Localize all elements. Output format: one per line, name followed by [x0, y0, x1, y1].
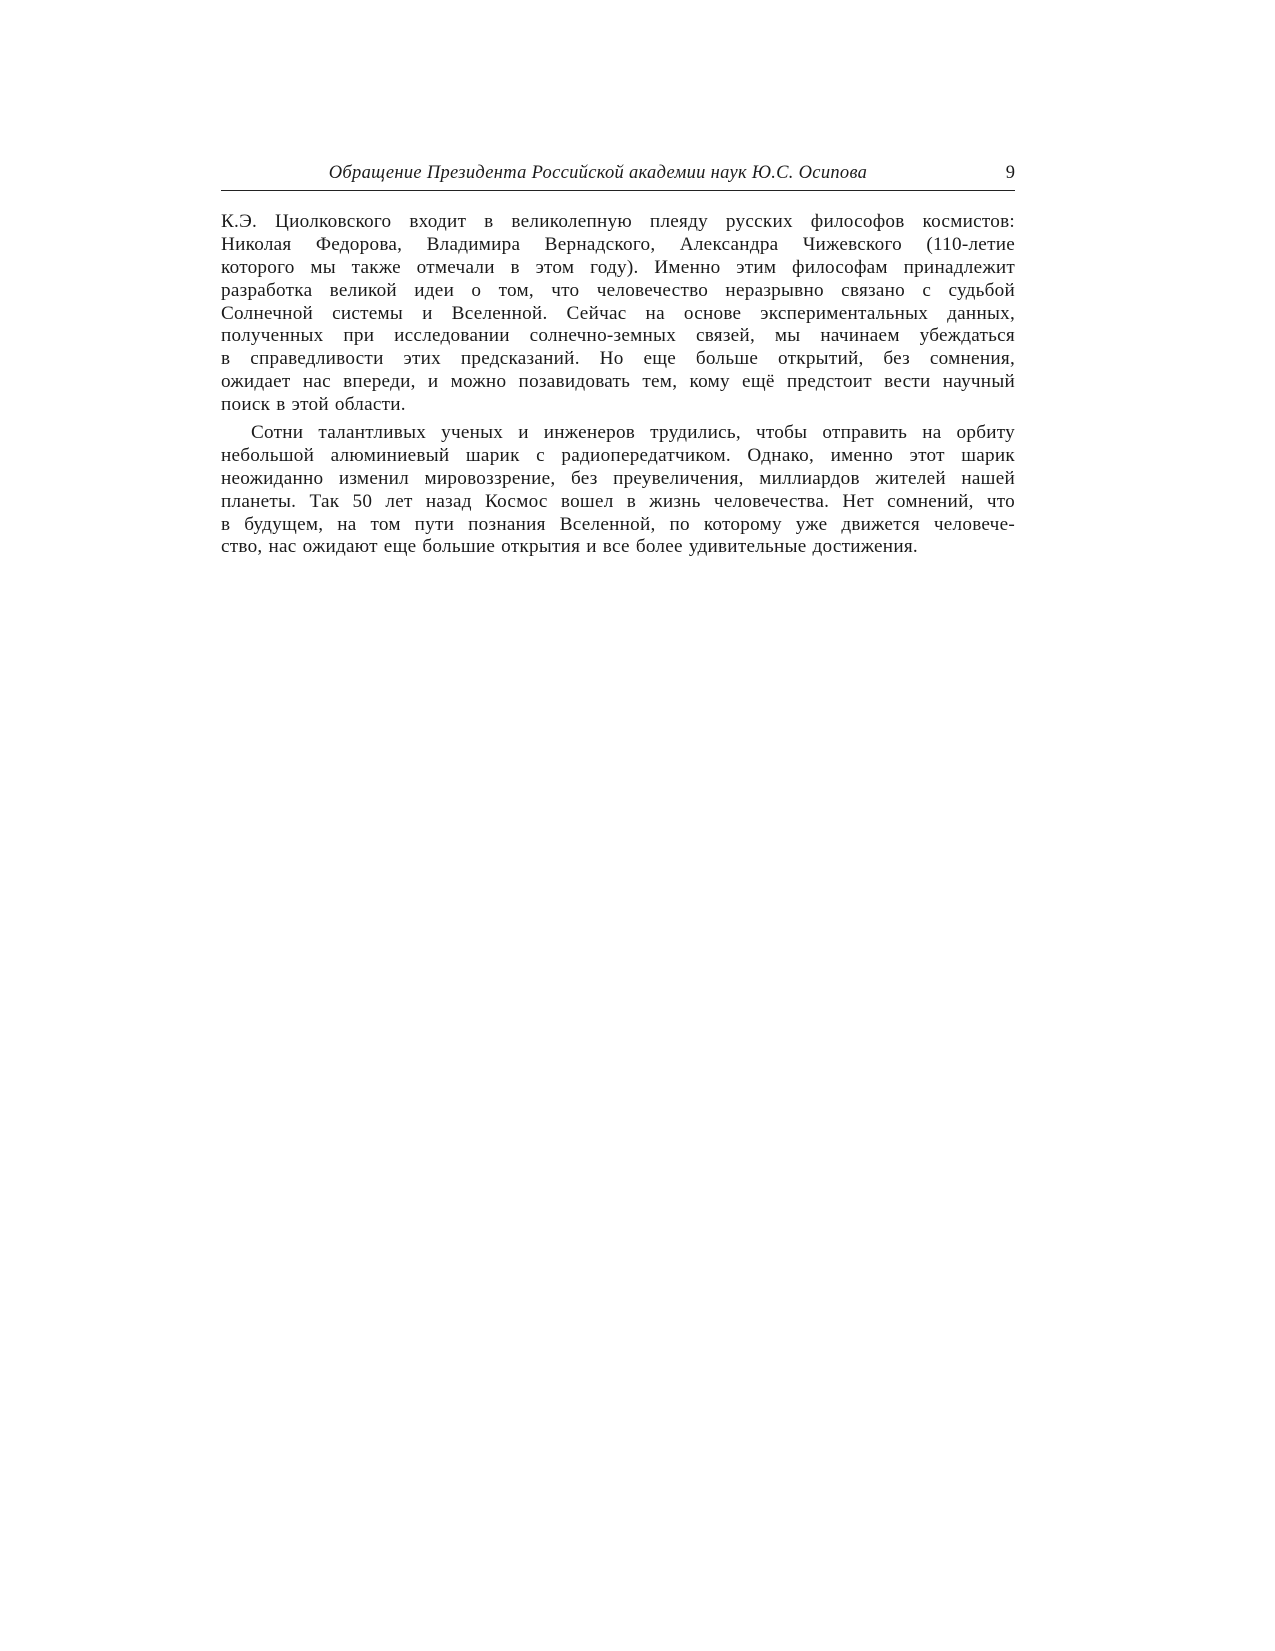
text-line: Николая Федорова, Владимира Вернадского, Александра Чижевского (110-летие — [221, 233, 1015, 255]
text-line: полученных при исследовании солнечно-земных связей, мы начинаем убеждаться — [221, 325, 1015, 347]
paragraph-2 — [221, 422, 1015, 559]
text-line: разработка великой идеи о том, что человечество неразрывно связано с судьбой — [221, 279, 1015, 301]
text-line: которого мы также отмечали в этом году). Именно этим философам принадлежит — [221, 256, 1015, 278]
text-line: ожидает нас впереди, и можно позавидовать тем, кому ещё предстоит вести научный — [221, 371, 1015, 393]
paragraph-1 — [221, 211, 1015, 417]
running-head — [221, 160, 1015, 191]
text-line: планеты. Так 50 лет назад Космос вошел в жизнь человечества. Нет сомнений, что — [221, 490, 1015, 512]
text-line: Сотни талантливых ученых и инженеров трудились, чтобы отправить на орбиту — [251, 422, 1015, 444]
running-head-title: Обращение Президента Российской академии наук Ю.С. Осипова — [328, 163, 868, 183]
text-line: поиск в этой области. — [221, 394, 406, 416]
text-line: ство, нас ожидают еще большие открытия и все более удивительные достижения. — [221, 536, 918, 558]
document-page — [221, 160, 1015, 559]
text-line: К.Э. Циолковского входит в великолепную плеяду русских философов космистов: — [221, 211, 1015, 232]
text-line: неожиданно изменил мировоззрение, без преувеличения, миллиардов жителей нашей — [221, 467, 1015, 489]
text-line: Солнечной системы и Вселенной. Сейчас на основе экспериментальных данных, — [221, 302, 1015, 324]
body-text — [221, 211, 1015, 559]
text-line: в будущем, на том пути познания Вселенной, по которому уже движется человече- — [221, 513, 1015, 535]
text-line: небольшой алюминиевый шарик с радиопередатчиком. Однако, именно этот шарик — [221, 444, 1015, 466]
page-number: 9 — [1005, 163, 1015, 183]
text-line: в справедливости этих предсказаний. Но еще больше открытий, без сомнения, — [221, 348, 1015, 370]
